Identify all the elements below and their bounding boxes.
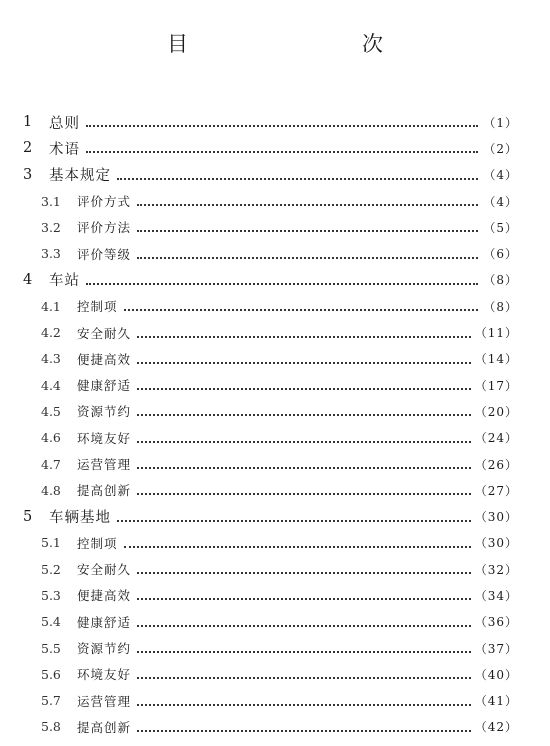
toc-dot-leader <box>124 309 478 311</box>
toc-entry-number: 5.8 <box>41 719 61 735</box>
toc-entry-number: 5.7 <box>41 693 61 709</box>
toc-page-number: （42） <box>474 720 518 735</box>
toc-chapter-entry[interactable] <box>0 267 550 293</box>
toc-page-number: （1） <box>483 115 518 130</box>
toc-entry-label: 总则 <box>49 115 80 132</box>
toc-page-number: （37） <box>474 641 518 656</box>
toc-entry-number: 4.1 <box>41 298 61 314</box>
toc-page-number: （34） <box>474 588 518 603</box>
toc-section-entry[interactable] <box>0 425 550 451</box>
toc-page-number: （20） <box>474 404 518 419</box>
toc-entry-number: 4.8 <box>41 482 61 498</box>
toc-entry-number: 5.2 <box>41 561 61 577</box>
toc-chapter-entry[interactable] <box>0 135 550 161</box>
toc-section-entry[interactable] <box>0 556 550 582</box>
toc-chapter-entry[interactable] <box>0 162 550 188</box>
toc-section-entry[interactable] <box>0 477 550 503</box>
toc-entry-number: 3.2 <box>41 219 61 235</box>
page-title: 目 次 <box>167 32 427 56</box>
toc-section-entry[interactable] <box>0 188 550 214</box>
toc-chapter-entry[interactable] <box>0 503 550 529</box>
toc-page-number: （14） <box>474 352 518 367</box>
toc-section-entry[interactable] <box>0 214 550 240</box>
toc-page-number: （41） <box>474 694 518 709</box>
toc-section-entry[interactable] <box>0 293 550 319</box>
toc-entry-number: 5 <box>23 508 33 525</box>
toc-page-number: （8） <box>483 273 518 288</box>
table-of-contents <box>0 109 550 740</box>
toc-entry-number: 5.4 <box>41 614 61 630</box>
toc-page-number: （26） <box>474 457 518 472</box>
toc-entry-label: 控制项 <box>77 299 118 315</box>
toc-entry-number: 4.3 <box>41 351 61 367</box>
toc-dot-leader <box>137 204 478 206</box>
toc-page-number: （2） <box>483 141 518 156</box>
toc-dot-leader <box>137 230 478 232</box>
toc-entry-number: 4.5 <box>41 403 61 419</box>
toc-dot-leader <box>137 257 478 259</box>
toc-entry-label: 安全耐久 <box>77 562 132 578</box>
toc-page-number: （4） <box>483 194 518 209</box>
toc-entry-number: 5.3 <box>41 587 61 603</box>
toc-entry-number: 4.7 <box>41 456 61 472</box>
toc-entry-label: 健康舒适 <box>77 378 132 394</box>
toc-section-entry[interactable] <box>0 398 550 424</box>
toc-dot-leader <box>86 283 478 285</box>
toc-dot-leader <box>86 151 478 153</box>
toc-entry-label: 资源节约 <box>77 404 132 420</box>
toc-dot-leader <box>137 336 471 338</box>
toc-entry-number: 4.6 <box>41 430 61 446</box>
toc-entry-number: 4.2 <box>41 325 61 341</box>
toc-entry-label: 提高创新 <box>77 719 132 735</box>
toc-entry-label: 环境友好 <box>77 430 132 446</box>
toc-dot-leader <box>137 362 471 364</box>
toc-page-number: （27） <box>474 483 518 498</box>
toc-entry-number: 2 <box>23 140 33 157</box>
toc-dot-leader <box>137 677 471 679</box>
toc-dot-leader <box>137 704 471 706</box>
toc-page-number: （5） <box>483 220 518 235</box>
toc-dot-leader <box>137 441 471 443</box>
toc-section-entry[interactable] <box>0 635 550 661</box>
toc-dot-leader <box>137 467 471 469</box>
toc-dot-leader <box>137 598 471 600</box>
toc-entry-label: 运营管理 <box>77 457 132 472</box>
toc-dot-leader <box>137 625 471 627</box>
toc-entry-label: 运营管理 <box>77 693 132 709</box>
toc-entry-label: 评价等级 <box>77 246 132 262</box>
toc-dot-leader <box>137 730 471 732</box>
toc-dot-leader <box>117 178 478 180</box>
toc-chapter-entry[interactable] <box>0 109 550 135</box>
toc-entry-label: 健康舒适 <box>77 614 132 630</box>
toc-entry-number: 5.5 <box>41 640 61 656</box>
toc-entry-number: 4 <box>23 271 33 288</box>
toc-entry-label: 基本规定 <box>49 168 111 185</box>
toc-entry-label: 安全耐久 <box>77 325 132 341</box>
toc-dot-leader <box>137 493 471 495</box>
toc-section-entry[interactable] <box>0 714 550 740</box>
toc-dot-leader <box>137 651 471 653</box>
toc-page-number: （30） <box>474 510 518 525</box>
toc-page-number: （17） <box>474 378 518 393</box>
toc-dot-leader <box>86 125 478 127</box>
toc-entry-label: 车站 <box>49 273 80 290</box>
toc-dot-leader <box>124 546 471 548</box>
toc-dot-leader <box>117 520 471 522</box>
toc-entry-label: 环境友好 <box>77 667 132 683</box>
toc-section-entry[interactable] <box>0 372 550 398</box>
toc-entry-number: 5.6 <box>41 666 61 682</box>
toc-entry-label: 车辆基地 <box>49 510 111 527</box>
toc-page-number: （24） <box>474 431 518 446</box>
toc-entry-number: 3.1 <box>41 193 61 209</box>
toc-page-number: （36） <box>474 615 518 630</box>
toc-entry-label: 评价方法 <box>77 220 132 236</box>
toc-section-entry[interactable] <box>0 582 550 608</box>
toc-dot-leader <box>137 414 471 416</box>
toc-entry-label: 便捷高效 <box>77 351 132 367</box>
toc-entry-label: 评价方式 <box>77 194 132 210</box>
toc-page-number: （11） <box>474 326 518 341</box>
toc-entry-label: 资源节约 <box>77 641 132 657</box>
toc-entry-number: 3 <box>23 166 33 183</box>
toc-section-entry[interactable] <box>0 530 550 556</box>
toc-entry-number: 1 <box>23 114 33 131</box>
toc-dot-leader <box>137 388 471 390</box>
toc-section-entry[interactable] <box>0 240 550 266</box>
toc-section-entry[interactable] <box>0 661 550 687</box>
toc-entry-number: 5.1 <box>41 535 61 551</box>
toc-entry-label: 控制项 <box>77 535 118 551</box>
toc-section-entry[interactable] <box>0 609 550 635</box>
toc-entry-label: 术语 <box>49 141 80 158</box>
toc-page-number: （4） <box>483 168 518 183</box>
toc-page-number: （40） <box>474 667 518 682</box>
toc-page-number: （6） <box>483 247 518 262</box>
toc-page-number: （30） <box>474 536 518 551</box>
toc-page-number: （32） <box>474 562 518 577</box>
toc-section-entry[interactable] <box>0 319 550 345</box>
toc-section-entry[interactable] <box>0 346 550 372</box>
toc-dot-leader <box>137 572 471 574</box>
toc-entry-number: 3.3 <box>41 246 61 262</box>
toc-section-entry[interactable] <box>0 451 550 477</box>
toc-entry-label: 便捷高效 <box>77 588 132 604</box>
toc-entry-number: 4.4 <box>41 377 61 393</box>
toc-entry-label: 提高创新 <box>77 483 132 499</box>
toc-page-number: （8） <box>483 299 518 314</box>
toc-section-entry[interactable] <box>0 688 550 714</box>
